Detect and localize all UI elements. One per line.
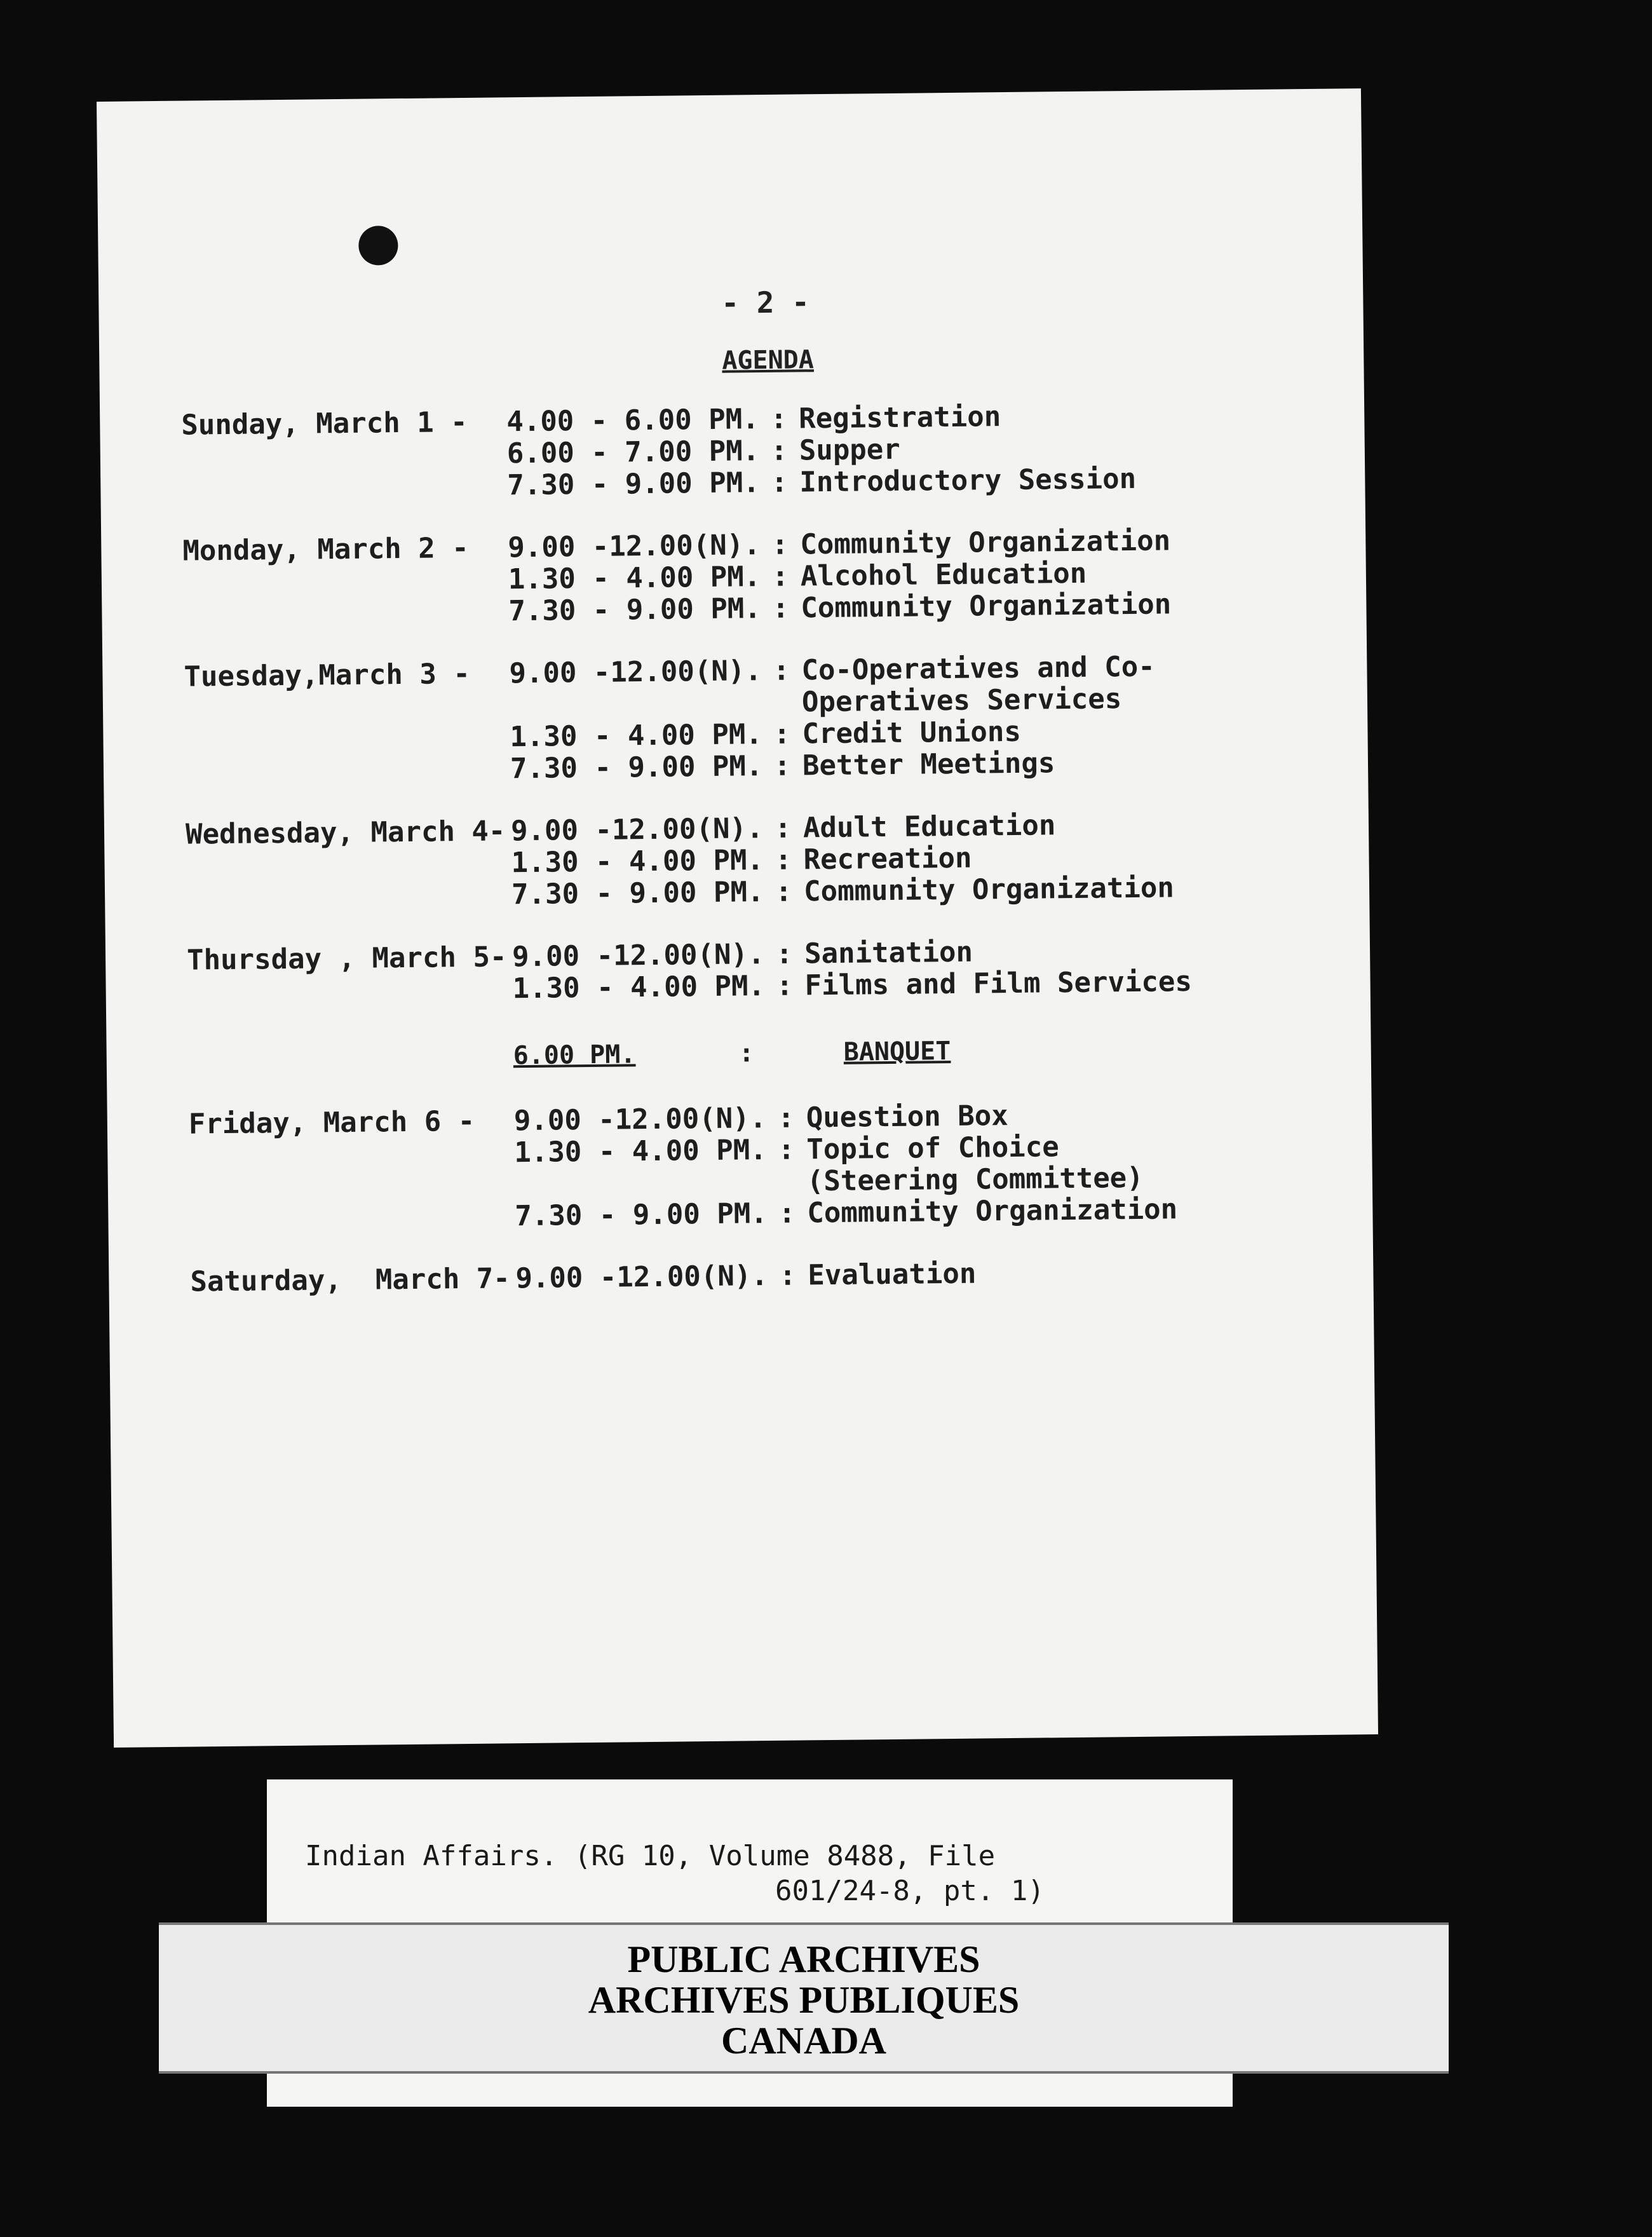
agenda-time: 9.00 -12.00(N). bbox=[508, 529, 761, 564]
agenda-activity: Question Box bbox=[806, 1099, 1008, 1134]
agenda-separator: : bbox=[771, 560, 789, 593]
archive-stamp-strip bbox=[159, 1922, 1449, 2074]
agenda-separator: : bbox=[775, 937, 793, 970]
agenda-day: Thursday , March 5- bbox=[186, 941, 507, 977]
agenda-separator: : bbox=[773, 654, 790, 687]
agenda-activity: Evaluation bbox=[808, 1257, 977, 1292]
reference-line-1: Indian Affairs. (RG 10, Volume 8488, File bbox=[305, 1840, 996, 1872]
agenda-time: 1.30 - 4.00 PM. bbox=[514, 1134, 767, 1169]
agenda-time: 9.00 -12.00(N). bbox=[511, 938, 765, 974]
agenda-activity: Introductory Session bbox=[799, 462, 1137, 499]
agenda-separator: : bbox=[779, 1259, 797, 1292]
agenda-separator: : bbox=[778, 1197, 796, 1230]
agenda-time: 4.00 - 6.00 PM. bbox=[506, 403, 759, 439]
stamp-line-3: CANADA bbox=[721, 2020, 886, 2062]
agenda-activity: Operatives Services bbox=[801, 683, 1122, 719]
agenda-separator: : bbox=[771, 466, 789, 499]
agenda-day: Sunday, March 1 - bbox=[181, 405, 468, 442]
agenda-time: 1.30 - 4.00 PM. bbox=[512, 970, 766, 1005]
agenda-day: Tuesday,March 3 - bbox=[184, 657, 471, 693]
stamp-line-2: ARCHIVES PUBLIQUES bbox=[588, 1979, 1020, 2021]
banquet-time: 6.00 PM. bbox=[513, 1040, 636, 1071]
agenda-activity: Adult Education bbox=[802, 809, 1056, 845]
punch-hole bbox=[358, 226, 398, 266]
agenda-time: 7.30 - 9.00 PM. bbox=[510, 750, 763, 785]
agenda-activity: Alcohol Education bbox=[800, 557, 1087, 593]
agenda-activity: Sanitation bbox=[804, 935, 973, 970]
agenda-activity: Co-Operatives and Co- bbox=[801, 650, 1155, 687]
agenda-time: 1.30 - 4.00 PM. bbox=[508, 561, 761, 596]
agenda-activity: (Steering Committee) bbox=[806, 1161, 1144, 1198]
agenda-separator: : bbox=[777, 1101, 795, 1134]
agenda-separator: : bbox=[776, 969, 794, 1002]
reference-line-2: 601/24-8, pt. 1) bbox=[775, 1875, 1045, 1907]
agenda-day: Wednesday, March 4- bbox=[185, 815, 506, 851]
agenda-time: 9.00 -12.00(N). bbox=[515, 1260, 769, 1295]
agenda-title: AGENDA bbox=[722, 345, 815, 376]
agenda-time: 9.00 -12.00(N). bbox=[510, 812, 764, 848]
agenda-time: 7.30 - 9.00 PM. bbox=[508, 592, 762, 628]
agenda-day: Monday, March 2 - bbox=[182, 531, 469, 568]
agenda-separator: : bbox=[773, 749, 791, 782]
agenda-separator: : bbox=[771, 528, 789, 561]
banquet-separator: : bbox=[738, 1038, 755, 1068]
agenda-time: 9.00 -12.00(N). bbox=[513, 1102, 767, 1138]
agenda-separator: : bbox=[778, 1133, 796, 1166]
agenda-separator: : bbox=[773, 717, 791, 751]
agenda-activity: Community Organization bbox=[801, 588, 1172, 625]
agenda-separator: : bbox=[770, 434, 788, 467]
agenda-time: 7.30 - 9.00 PM. bbox=[507, 466, 760, 502]
agenda-separator: : bbox=[774, 812, 792, 845]
agenda-separator: : bbox=[775, 875, 792, 908]
agenda-activity: Credit Unions bbox=[802, 715, 1022, 751]
agenda-activity: Supper bbox=[799, 433, 901, 467]
agenda-time: 6.00 - 7.00 PM. bbox=[506, 435, 760, 470]
banquet-label: BANQUET bbox=[843, 1037, 951, 1067]
agenda-separator: : bbox=[770, 402, 788, 435]
agenda-time: 1.30 - 4.00 PM. bbox=[510, 718, 763, 754]
agenda-time: 7.30 - 9.00 PM. bbox=[515, 1197, 768, 1233]
agenda-activity: Community Organization bbox=[807, 1193, 1178, 1230]
agenda-activity: Recreation bbox=[803, 841, 972, 876]
agenda-activity: Topic of Choice bbox=[806, 1131, 1059, 1166]
agenda-activity: Community Organization bbox=[803, 871, 1175, 908]
agenda-separator: : bbox=[772, 592, 790, 625]
agenda-activity: Registration bbox=[799, 400, 1001, 435]
agenda-activity: Better Meetings bbox=[802, 747, 1055, 782]
agenda-activity: Community Organization bbox=[800, 524, 1171, 561]
agenda-time: 1.30 - 4.00 PM. bbox=[511, 844, 764, 880]
page-number: - 2 - bbox=[721, 285, 810, 320]
document-page bbox=[97, 88, 1378, 1748]
agenda-day: Saturday, March 7- bbox=[190, 1262, 511, 1298]
stamp-line-1: PUBLIC ARCHIVES bbox=[627, 1938, 980, 1980]
agenda-activity: Films and Film Services bbox=[804, 965, 1193, 1002]
agenda-time: 7.30 - 9.00 PM. bbox=[511, 876, 764, 911]
agenda-time: 9.00 -12.00(N). bbox=[509, 655, 762, 690]
agenda-separator: : bbox=[775, 843, 792, 876]
agenda-day: Friday, March 6 - bbox=[188, 1105, 475, 1141]
